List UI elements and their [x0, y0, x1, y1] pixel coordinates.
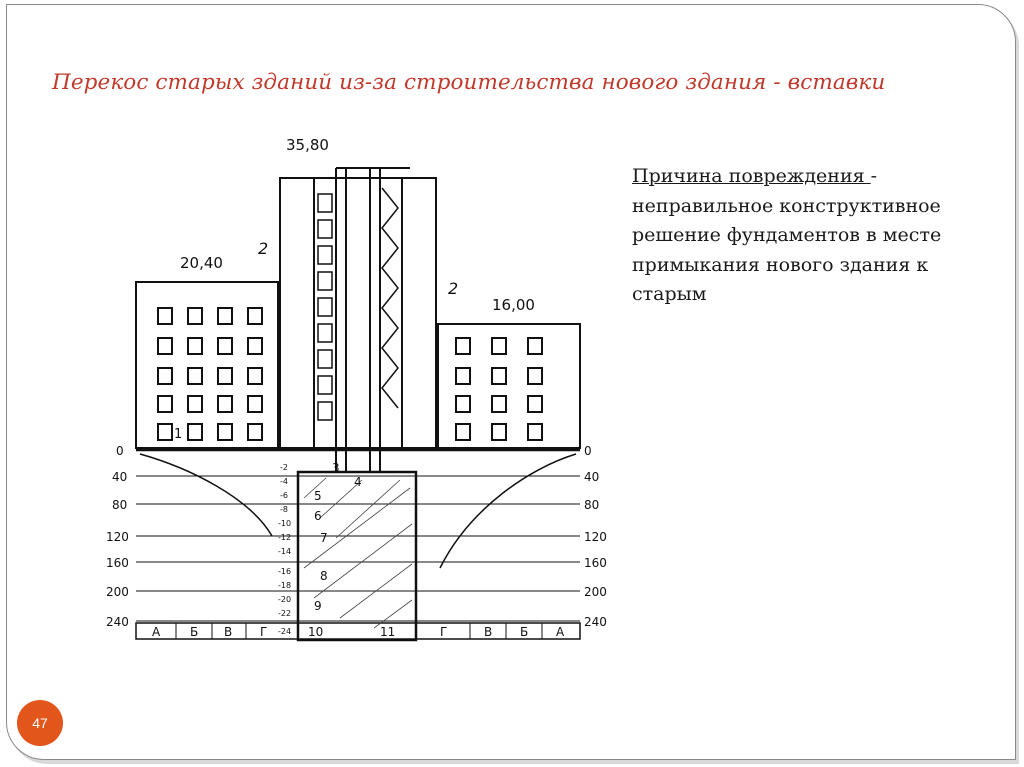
- depth-right-240: 240: [584, 615, 607, 629]
- svg-text:-22: -22: [278, 609, 292, 618]
- depth-left-240: 240: [106, 615, 129, 629]
- svg-text:9: 9: [314, 599, 322, 613]
- depth-right-160: 160: [584, 556, 607, 570]
- svg-text:-14: -14: [278, 547, 292, 556]
- svg-text:Б: Б: [520, 625, 529, 639]
- page-number-badge: 47: [17, 700, 63, 746]
- svg-text:11: 11: [380, 625, 396, 639]
- svg-text:-4: -4: [280, 477, 288, 486]
- svg-text:8: 8: [320, 569, 328, 583]
- building-settlement-drawing: [100, 128, 607, 648]
- svg-text:-20: -20: [278, 595, 292, 604]
- svg-text:Г: Г: [440, 625, 448, 639]
- mark-2-left: 2: [258, 239, 269, 258]
- depth-right-120: 120: [584, 530, 607, 544]
- svg-text:А: А: [556, 625, 565, 639]
- svg-text:-8: -8: [280, 505, 288, 514]
- elev-left-label: 20,40: [180, 254, 223, 272]
- right-old-building: [438, 324, 580, 448]
- svg-text:В: В: [224, 625, 233, 639]
- svg-text:-12: -12: [278, 533, 292, 542]
- svg-text:А: А: [152, 625, 161, 639]
- layer-labels: [308, 461, 395, 639]
- depth-left-80: 80: [112, 498, 128, 512]
- new-building-floors: [318, 188, 398, 420]
- depth-right-0: 0: [584, 444, 592, 458]
- elev-new-label: 35,80: [286, 136, 329, 154]
- depth-left-40: 40: [112, 470, 128, 484]
- left-windows: [158, 308, 262, 440]
- svg-text:-18: -18: [278, 581, 292, 590]
- cause-text: [632, 162, 992, 310]
- cause-heading: Причина повреждения: [632, 165, 871, 187]
- svg-text:-2: -2: [280, 463, 288, 472]
- svg-text:7: 7: [320, 531, 328, 545]
- mark-1: 1: [174, 427, 183, 442]
- depth-left-120: 120: [106, 530, 129, 544]
- svg-text:-24: -24: [278, 627, 292, 636]
- svg-text:-16: -16: [278, 567, 292, 576]
- depth-left-160: 160: [106, 556, 129, 570]
- new-building: [280, 178, 436, 448]
- svg-text:В: В: [484, 625, 493, 639]
- cause-body: неправильное конструктивное решение фундаментов в месте примыкания нового здания к старым: [632, 194, 942, 305]
- depth-right-80: 80: [584, 498, 600, 512]
- depth-right-200: 200: [584, 585, 607, 599]
- cause-dash: -: [870, 165, 878, 187]
- depth-right-40: 40: [584, 470, 600, 484]
- svg-text:Б: Б: [190, 625, 199, 639]
- mark-2-right: 2: [448, 279, 459, 298]
- svg-text:Г: Г: [260, 625, 268, 639]
- svg-text:5: 5: [314, 489, 322, 503]
- slide-title: Перекос старых зданий из-за строительства нового здания - вставки: [52, 70, 886, 95]
- svg-text:-10: -10: [278, 519, 292, 528]
- svg-text:6: 6: [314, 509, 322, 523]
- depth-left-200: 200: [106, 585, 129, 599]
- svg-text:-6: -6: [280, 491, 288, 500]
- pile-scale: [278, 463, 291, 636]
- depth-left-0: 0: [116, 444, 124, 458]
- svg-text:4: 4: [354, 475, 362, 489]
- right-windows: [456, 338, 542, 440]
- elev-right-label: 16,00: [492, 296, 535, 314]
- svg-text:3: 3: [332, 461, 340, 475]
- svg-text:10: 10: [308, 625, 324, 639]
- zone-labels: [152, 625, 565, 639]
